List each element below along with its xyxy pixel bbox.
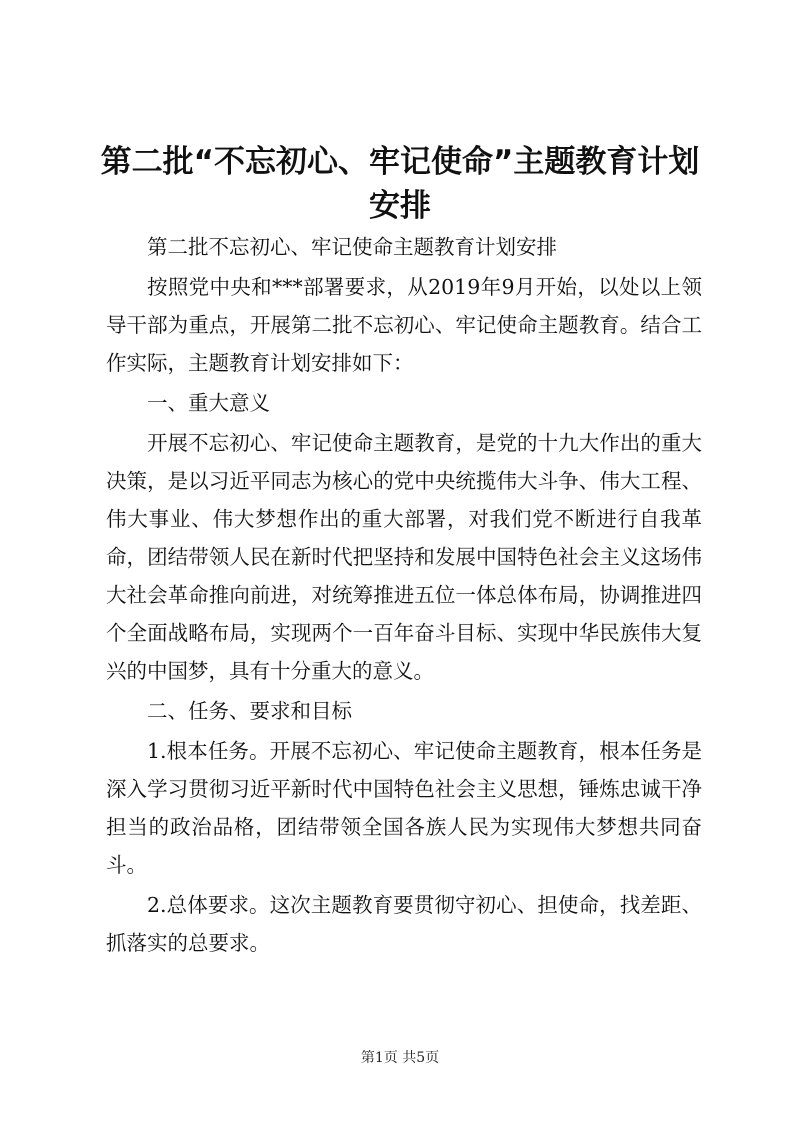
document-title: 第二批“不忘初心、牢记使命”主题教育计划安排 bbox=[100, 144, 700, 224]
intro-paragraph: 按照党中央和***部署要求，从2019年9月开始，以处以上领导干部为重点，开展第二批不忘初心、牢记使命主题教育。结合工作实际，主题教育计划安排如下： bbox=[106, 275, 702, 375]
general-requirement-paragraph: 2.总体要求。这次主题教育要贯彻守初心、担使命，找差距、抓落实的总要求。 bbox=[106, 893, 702, 955]
fundamental-task-paragraph: 1.根本任务。开展不忘初心、牢记使命主题教育，根本任务是深入学习贯彻习近平新时代中国特色社会主义思想，锤炼忠诚干净担当的政治品格，团结带领全国各族人民为实现伟大梦想共同奋斗。 bbox=[106, 739, 702, 877]
significance-paragraph: 开展不忘初心、牢记使命主题教育，是党的十九大作出的重大决策，是以习近平同志为核心的党中央统揽伟大斗争、伟大工程、伟大事业、伟大梦想作出的重大部署，对我们党不断进行自我革命，团结带领人民在新时代把坚持和发展中国特色社会主义这场伟大社会革命推向前进，对统筹推进五位一体总体布局，协调推进四个全面战略布局，实现两个一百年奋斗目标、实现中华民族伟大复兴的中国梦，具有十分重大的意义。 bbox=[106, 431, 702, 683]
page-number-footer: 第1页 共5页 bbox=[360, 1050, 440, 1066]
subtitle-paragraph: 第二批不忘初心、牢记使命主题教育计划安排 bbox=[147, 235, 557, 259]
section-heading-tasks: 二、任务、要求和目标 bbox=[147, 699, 352, 723]
section-heading-significance: 一、重大意义 bbox=[147, 391, 270, 415]
document-body bbox=[106, 228, 702, 962]
